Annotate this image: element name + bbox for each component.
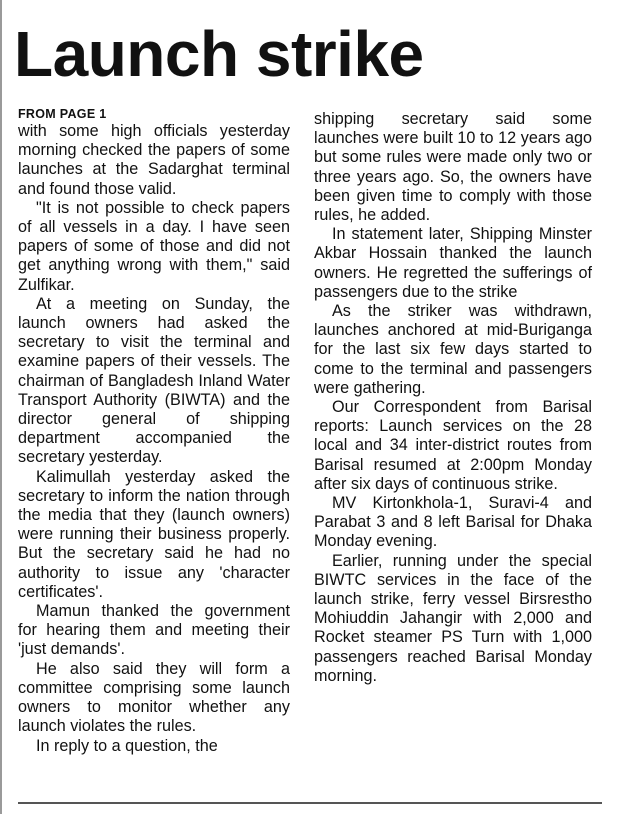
paragraph: with some high officials yesterday morning checked the papers of some launches at the Sadarghat terminal and found those valid. xyxy=(18,122,290,198)
paragraph: Mamun thanked the government for hearing them and meeting their 'just demands'. xyxy=(18,602,290,659)
paragraph: "It is not possible to check papers of all vessels in a day. I have seen papers of some of those and did not get anything wrong with them," said Zulfikar. xyxy=(18,198,290,294)
paragraph: He also said they will form a committee comprising some launch owners to monitor whether any launch violates the rules. xyxy=(18,659,290,736)
paragraph: shipping secretary said some launches were built 10 to 12 years ago but some rules were made only two or three years ago. So, the owners have been given time to comply with those rules, he added. xyxy=(314,110,592,225)
continued-from-kicker: FROM PAGE 1 xyxy=(18,107,107,121)
paragraph: MV Kirtonkhola-1, Suravi-4 and Parabat 3 and 8 left Barisal for Dhaka Monday evening. xyxy=(314,494,592,551)
paragraph: Kalimullah yesterday asked the secretary to inform the nation through the media that they (launch owners) were running their business properly. But the secretary said he had no authority to issue any 'character certificates'. xyxy=(18,467,290,601)
paragraph: At a meeting on Sunday, the launch owners had asked the secretary to visit the terminal and examine papers of their vessels. The chairman of Bangladesh Inland Water Transport Authority (BIWTA) and the director general of shipping department accompanied the secretary yesterday. xyxy=(18,294,290,467)
bottom-divider xyxy=(18,802,602,804)
headline: Launch strike xyxy=(14,18,424,90)
article-column-right xyxy=(314,110,592,686)
paragraph: Our Correspondent from Barisal reports: Launch services on the 28 local and 34 inter-district routes from Barisal resumed at 2:00pm Monday after six days of continuous strike. xyxy=(314,398,592,493)
page-edge-rule xyxy=(0,0,2,814)
paragraph: As the striker was withdrawn, launches anchored at mid-Buriganga for the last six few days started to come to the terminal and passengers were gathering. xyxy=(314,302,592,397)
article-column-left xyxy=(18,106,290,756)
paragraph: Earlier, running under the special BIWTC services in the face of the launch strike, ferry vessel Birsrestho Mohiuddin Jahangir with 2,000 and Rocket steamer PS Turn with 1,000 passengers reached Barisal Monday morning. xyxy=(314,551,592,685)
paragraph: In reply to a question, the xyxy=(36,736,218,755)
paragraph: In statement later, Shipping Minster Akbar Hossain thanked the launch owners. He regretted the sufferings of passengers due to the strike xyxy=(314,225,592,301)
